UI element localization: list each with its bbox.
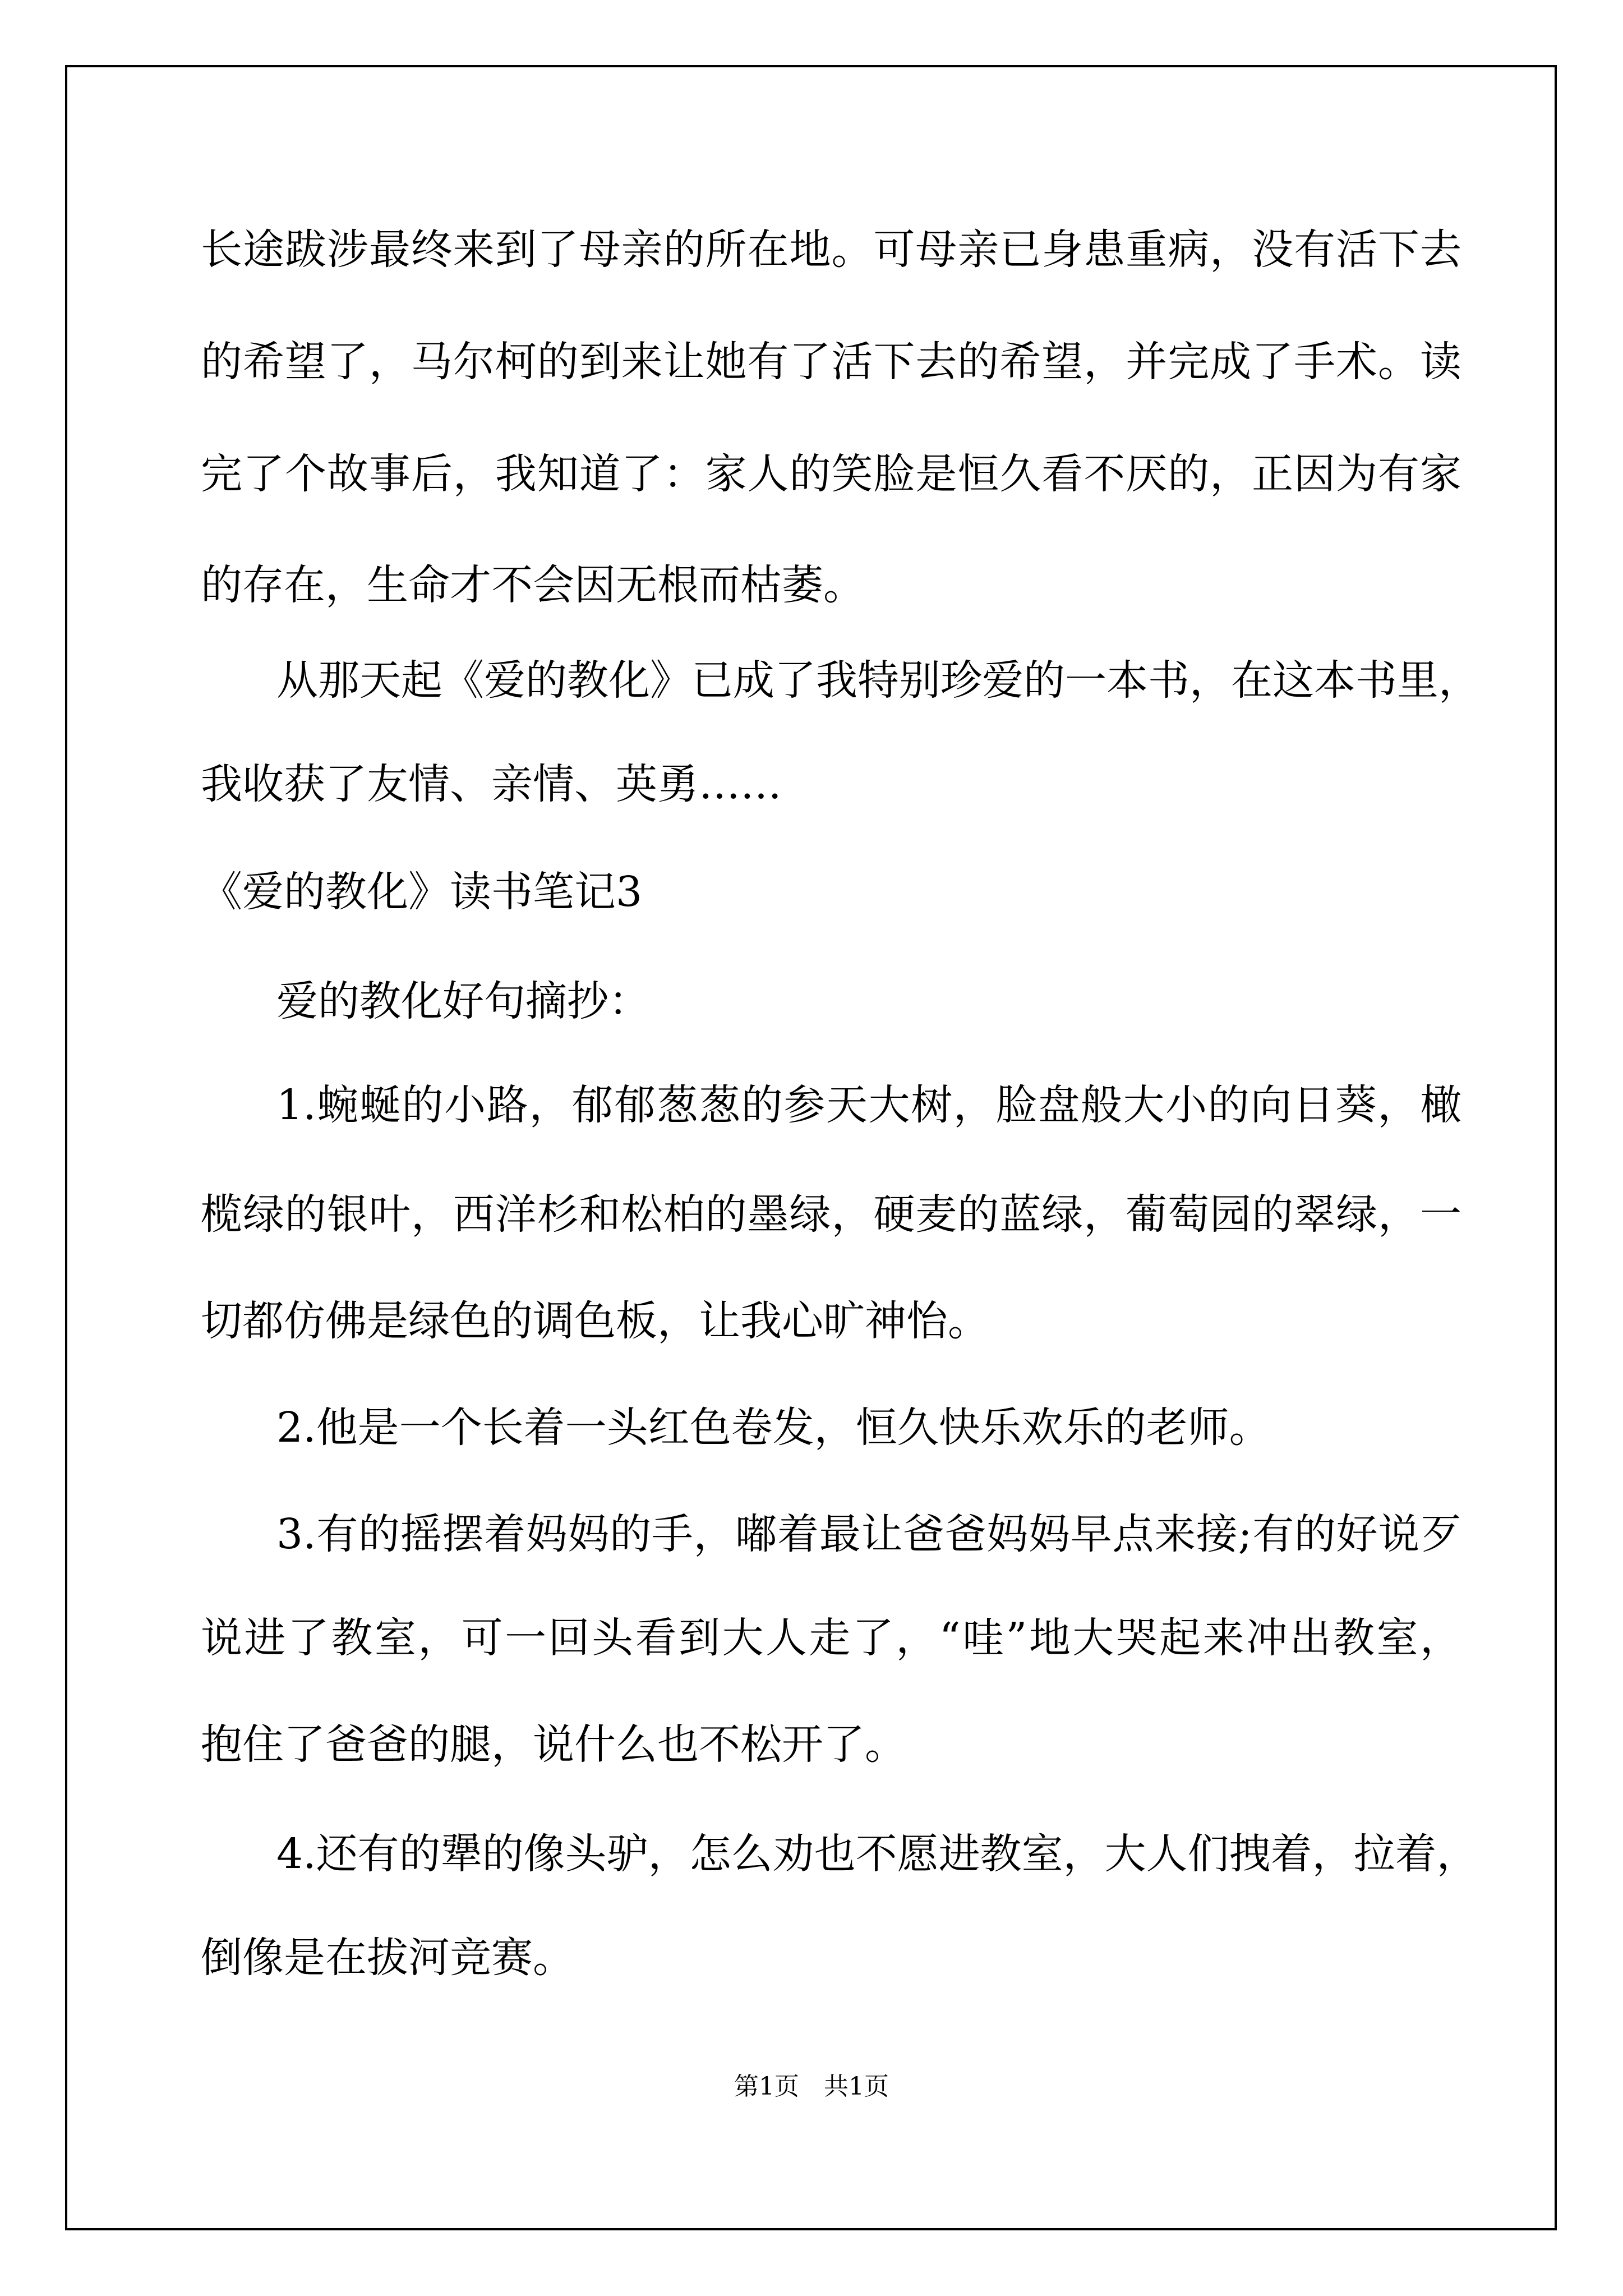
list-item-line: 1.蜿蜒的小路，郁郁葱葱的参天大树，脸盘般大小的向日葵，橄 xyxy=(276,1081,1461,1129)
list-item-line: 3.有的摇摆着妈妈的手，嘟着最让爸爸妈妈早点来接;有的好说歹 xyxy=(276,1510,1461,1558)
paragraph-line: 的希望了，马尔柯的到来让她有了活下去的希望，并完成了手术。读 xyxy=(201,338,1461,386)
paragraph-line: 爱的教化好句摘抄： xyxy=(276,977,650,1025)
paragraph-line: 我收获了友情、亲情、英勇…… xyxy=(201,760,782,808)
list-item-line: 切都仿佛是绿色的调色板，让我心旷神怡。 xyxy=(201,1297,989,1345)
paragraph-line: 长途跋涉最终来到了母亲的所在地。可母亲已身患重病，没有活下去 xyxy=(201,226,1461,274)
paragraph-line: 从那天起《爱的教化》已成了我特别珍爱的一本书，在这本书里， xyxy=(276,656,1480,705)
list-item-line: 倒像是在拔河竞赛。 xyxy=(201,1934,574,1982)
page-footer: 第1页 共1页 xyxy=(734,2072,889,2101)
list-item-line: 2.他是一个长着一头红色卷发，恒久快乐欢乐的老师。 xyxy=(276,1404,1271,1452)
list-item-line: 榄绿的银叶，西洋杉和松柏的墨绿，硬麦的蓝绿，葡萄园的翠绿，一 xyxy=(201,1190,1461,1239)
list-item-line: 抱住了爸爸的腿，说什么也不松开了。 xyxy=(201,1720,906,1769)
page-border xyxy=(65,65,1557,2230)
section-heading: 《爱的教化》读书笔记3 xyxy=(201,868,643,916)
list-item-line: 说进了教室，可一回头看到大人走了，“哇”地大哭起来冲出教室， xyxy=(201,1614,1461,1662)
list-item-line: 4.还有的犟的像头驴，怎么劝也不愿进教室，大人们拽着，拉着， xyxy=(276,1830,1478,1878)
paragraph-line: 的存在，生命才不会因无根而枯萎。 xyxy=(201,561,865,609)
paragraph-line: 完了个故事后，我知道了：家人的笑脸是恒久看不厌的，正因为有家 xyxy=(201,450,1461,498)
